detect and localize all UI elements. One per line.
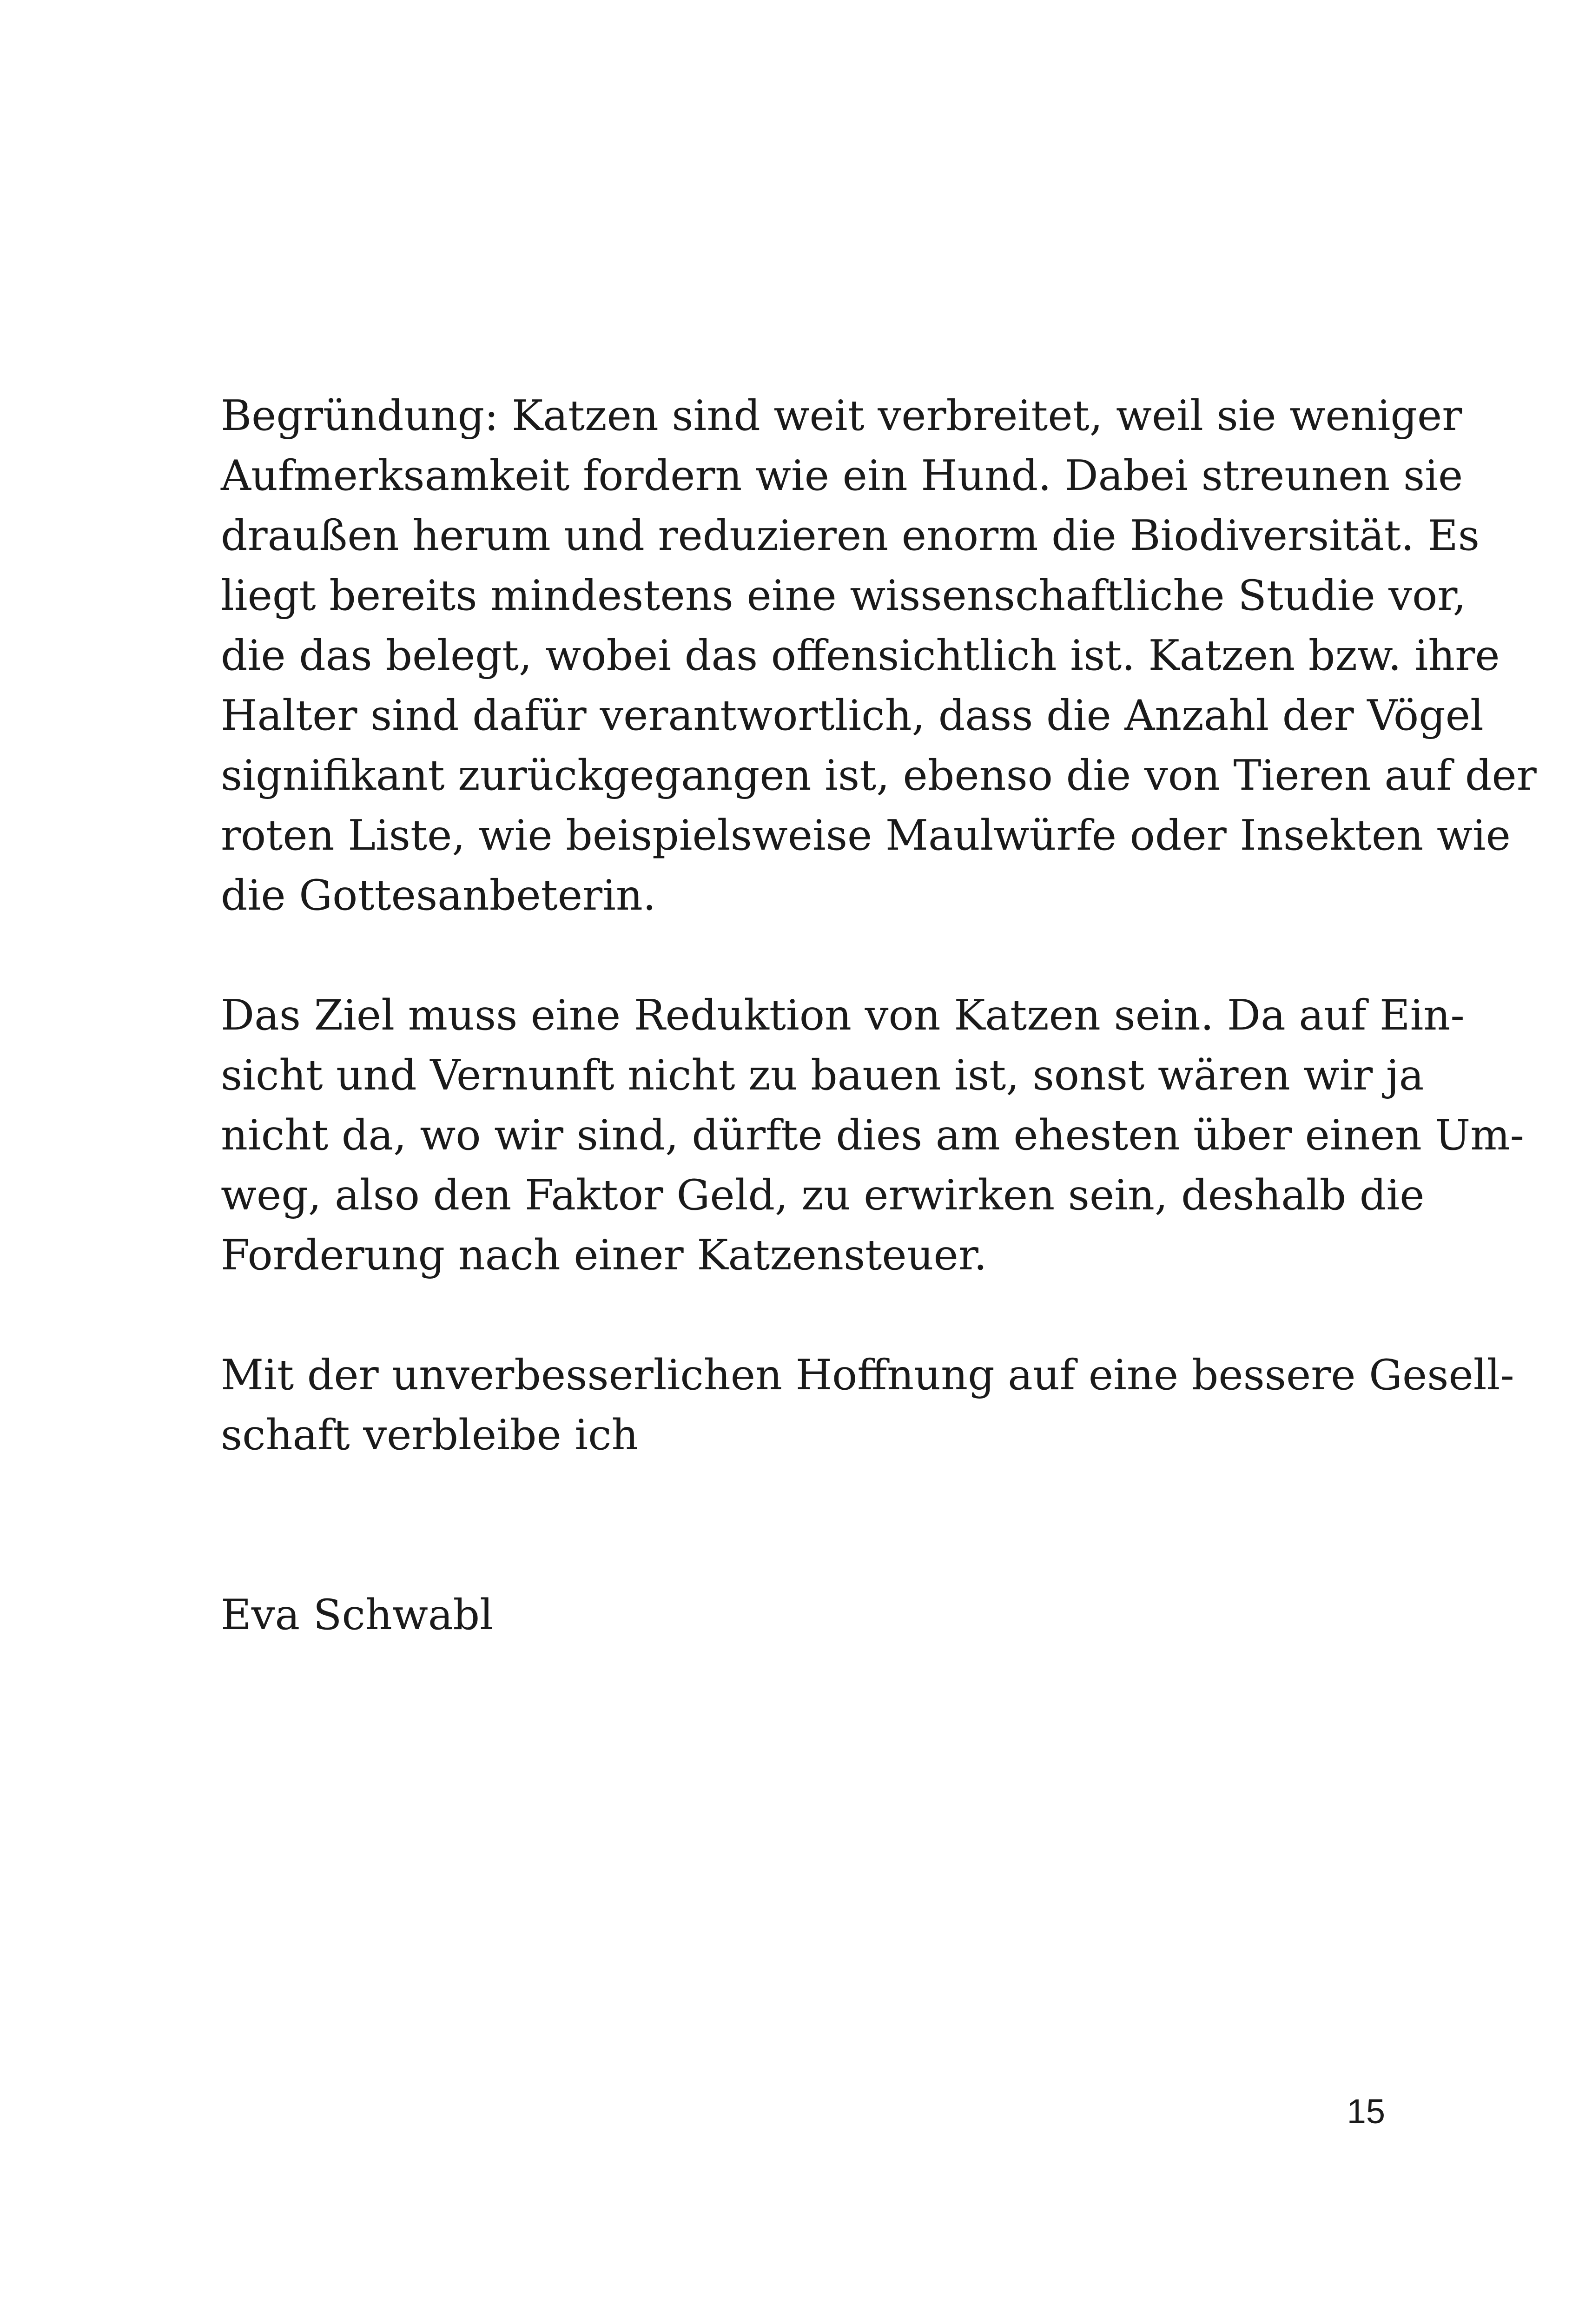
paragraph-reasoning [221, 386, 1537, 925]
text-line: nicht da, wo wir sind, dürfte dies am ehesten über einen Um- [221, 1111, 1525, 1160]
text-line: Forderung nach einer Katzensteuer. [221, 1231, 987, 1280]
paragraph-spacer [221, 1285, 1411, 1345]
text-line: weg, also den Faktor Geld, zu erwirken sein, deshalb die [221, 1171, 1425, 1220]
text-line: die das belegt, wobei das offensichtlich ist. Katzen bzw. ihre [221, 631, 1500, 680]
signature-spacer [221, 1465, 1411, 1585]
text-line: signifikant zurückgegangen ist, ebenso die von Tieren auf der [221, 751, 1537, 800]
text-line: draußen herum und reduzieren enorm die Biodiversität. Es [221, 511, 1480, 560]
text-line: Aufmerksamkeit fordern wie ein Hund. Dabei streunen sie [221, 451, 1463, 500]
signature-name: Eva Schwabl [221, 1591, 493, 1639]
text-line: roten Liste, wie beispielsweise Maulwürfe oder Insekten wie [221, 811, 1511, 860]
text-line: Mit der unverbesserlichen Hoffnung auf eine bessere Gesell- [221, 1351, 1514, 1400]
letter-body [221, 386, 1537, 1645]
text-line: sicht und Vernunft nicht zu bauen ist, sonst wären wir ja [221, 1051, 1424, 1100]
page-number: 15 [1347, 2092, 1385, 2131]
text-line: Das Ziel muss eine Reduktion von Katzen sein. Da auf Ein- [221, 991, 1465, 1040]
text-line: Begründung: Katzen sind weit verbreitet, weil sie weniger [221, 391, 1462, 440]
paragraph-closing [221, 1345, 1514, 1465]
paragraph-goal [221, 985, 1525, 1285]
text-line: Halter sind dafür verantwortlich, dass die Anzahl der Vögel [221, 691, 1484, 740]
text-line: schaft verbleibe ich [221, 1411, 639, 1459]
paragraph-spacer [221, 925, 1411, 985]
text-line: die Gottesanbeterin. [221, 871, 656, 920]
text-line: liegt bereits mindestens eine wissenschaftliche Studie vor, [221, 571, 1466, 620]
